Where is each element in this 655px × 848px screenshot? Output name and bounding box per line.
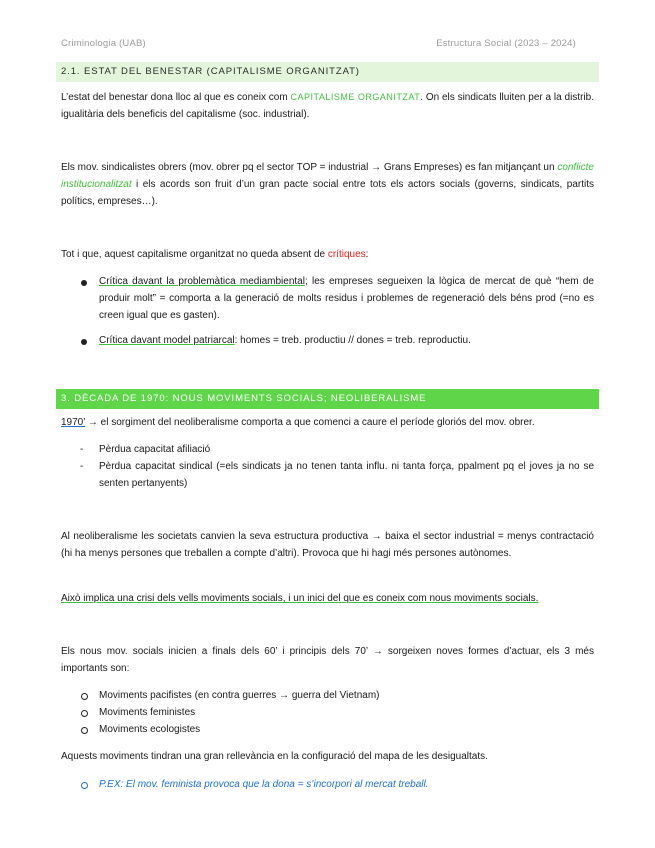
section-heading-3: 3. DÈCADA DE 1970: NOUS MOVIMENTS SOCIALS; NEOLIBERALISME — [56, 389, 599, 409]
paragraph-critiques — [61, 246, 594, 263]
highlight-critiques: crítiques — [327, 249, 366, 260]
list-item-lead: Crítica davant la problemàtica mediambiental — [99, 276, 305, 287]
list-item-text: : homes = treb. productiu // dones = treb. reproductiu. — [234, 335, 471, 346]
bullet-icon — [81, 280, 87, 286]
list-item-feministes: Moviments feministes — [99, 707, 196, 718]
dash-icon: - — [80, 461, 84, 472]
text-span: L’estat del benestar dona lloc al que es coneix com — [61, 92, 291, 103]
paragraph-neoliberalisme: Al neoliberalisme les societats canvien la seva estructura productiva → baixa el sector industrial = menys contractació (hi ha menys persones que treballen a compte d’altri). Provoca que hi hagi més persones autònomes. — [61, 531, 594, 559]
example-feminisme: P.EX: El mov. feminista provoca que la dona = s’incorpori al mercat treball. — [99, 779, 429, 790]
list-item-critica-patriarcal — [99, 332, 594, 349]
highlight-1970: 1970’ — [61, 417, 86, 428]
circle-bullet-icon — [81, 710, 88, 717]
paragraph-crisi — [61, 590, 594, 607]
text-span: → el sorgiment del neoliberalisme comporta a que comenci a caure el període gloriós del mov. obrer. — [85, 417, 535, 428]
text-span: Els mov. sindicalistes obrers (mov. obrer pq el sector TOP = industrial → Grans Empreses) es fan mitjançant un — [61, 162, 558, 173]
list-item-lead: Crítica davant model patriarcal — [99, 335, 235, 346]
section-heading-2-1: 2.1. ESTAT DEL BENESTAR (CAPITALISME ORGANITZAT) — [56, 62, 599, 82]
paragraph-nous-moviments: Els nous mov. socials inicien a finals dels 60’ i principis dels 70’ → sorgeixen noves formes d’actuar, els 3 més importants son: — [61, 646, 594, 674]
header-subject: Estructura Social (2023 – 2024) — [436, 38, 576, 49]
circle-bullet-icon — [81, 693, 88, 700]
list-item-text: ; les empreses segueixen la lògica de mercat de què “hem de produir molt” = comporta a la generació de molts residus i problemes de regeneració dels béns prod (=no es creen igual que es gasten). — [99, 276, 594, 321]
paragraph-estat-benestar — [61, 89, 594, 123]
circle-bullet-icon — [81, 727, 88, 734]
highlight-conflicte: conflicte institucionalitzat — [61, 162, 594, 190]
list-item-capacitat-sindical: Pèrdua capacitat sindical (=els sindicats ja no tenen tanta influ. ni tanta força, ppalment pq el joves ja no se senten pertanyents) — [99, 461, 594, 489]
text-span: : — [365, 249, 369, 260]
text-span: Tot i que, aquest capitalisme organitzat no queda absent de — [61, 249, 328, 260]
list-item-ecologistes: Moviments ecologistes — [99, 724, 201, 735]
text-span: . On els sindicats lluiten per a la distrib. igualitària dels beneficis del capitalisme (soc. industrial). — [61, 92, 594, 120]
dash-icon: - — [80, 444, 84, 455]
list-item-afiliacio: Pèrdua capacitat afiliació — [99, 444, 211, 455]
paragraph-rellevancia: Aquests moviments tindran una gran rellevància en la configuració del mapa de les desigualtats. — [61, 751, 488, 762]
highlight-crisi: Això implica una crisi dels vells moviments socials, i un inici del que es coneix com nous moviments socials. — [61, 593, 539, 604]
paragraph-1970 — [61, 414, 594, 431]
circle-bullet-icon — [81, 782, 88, 789]
highlight-capitalisme-organitzat: CAPITALISME ORGANITZAT — [290, 92, 421, 102]
list-item-critica-mediambiental — [99, 273, 594, 324]
list-item-pacifistes: Moviments pacifistes (en contra guerres → guerra del Vietnam) — [99, 690, 380, 701]
paragraph-sindicalistes — [61, 159, 594, 210]
bullet-icon — [81, 339, 87, 345]
text-span: i els acords son fruit d’un gran pacte social entre tots els actors socials (governs, sindicats, partits polítics, empreses…). — [61, 179, 594, 207]
header-course: Criminologia (UAB) — [61, 38, 146, 49]
